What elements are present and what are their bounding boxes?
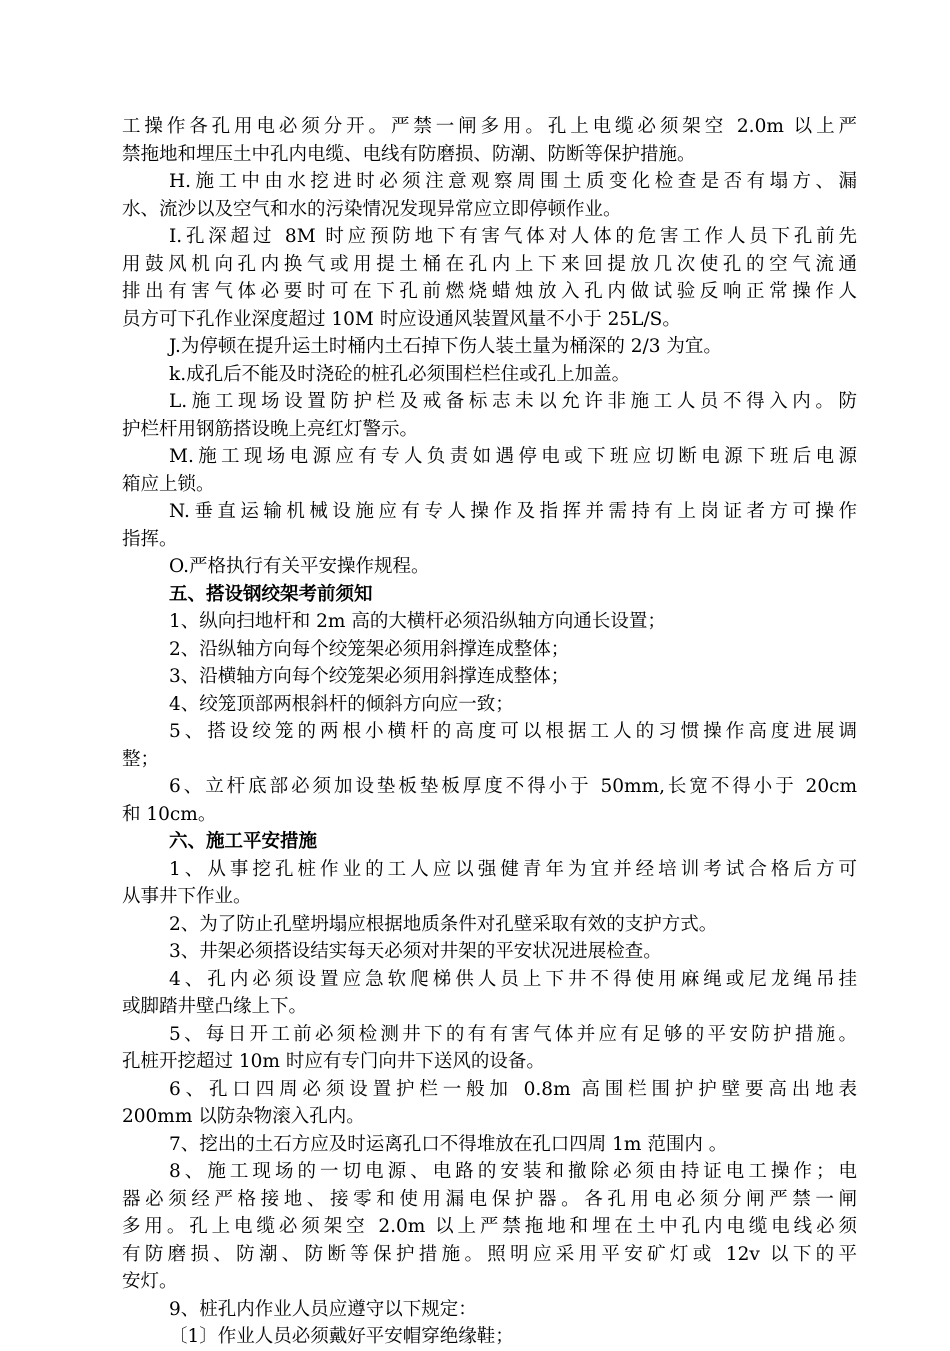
text-line: L.施工现场设置防护栏及戒备标志未以允许非施工人员不得入内。防 (169, 391, 857, 412)
text-line: 5、搭设绞笼的两根小横杆的高度可以根据工人的习惯操作高度进展调 (169, 721, 857, 742)
text-line: 安灯。 (122, 1271, 178, 1292)
text-line: 箱应上锁。 (122, 473, 215, 495)
text-line: 7、挖出的土石方应及时运离孔口不得堆放在孔口四周 1m 范围内 。 (169, 1133, 728, 1155)
section-heading: 六、施工平安措施 (169, 831, 318, 852)
text-line: 多用。孔上电缆必须架空 2.0m 以上严禁拖地和埋在土中孔内电缆电线必须 (122, 1216, 857, 1237)
text-line: 水、流沙以及空气和水的污染情况发现异常应立即停顿作业。 (122, 198, 622, 220)
text-line: 员方可下孔作业深度超过 10M 时应设通风装置风量不小于 25L/S。 (122, 308, 681, 330)
text-line: 护栏杆用钢筋搭设晚上亮红灯警示。 (122, 418, 419, 440)
text-line: 1、纵向扫地杆和 2m 高的大横杆必须沿纵轴方向通长设置； (169, 611, 666, 632)
text-line: 6、立杆底部必须加设垫板垫板厚度不得小于 50mm,长宽不得小于 20cm (169, 776, 857, 797)
text-line: 整； (122, 748, 160, 770)
text-line: 〔1〕作业人员必须戴好平安帽穿绝缘鞋； (169, 1326, 514, 1347)
text-line: 指挥。 (122, 528, 178, 550)
text-line: 3、沿横轴方向每个绞笼架必须用斜撑连成整体； (169, 666, 570, 687)
text-line: 6、孔口四周必须设置护栏一般加 0.8m 高围栏围护护壁要高出地表 (169, 1078, 857, 1100)
section-heading: 五、搭设钢绞架考前须知 (169, 583, 373, 605)
text-line: H.施工中由水挖进时必须注意观察周围土质变化检查是否有塌方、漏 (169, 171, 857, 192)
text-line: 排出有害气体必要时可在下孔前燃烧蜡烛放入孔内做试验反响正常操作人 (122, 281, 857, 302)
text-line: 4、孔内必须设置应急软爬梯供人员上下井不得使用麻绳或尼龙绳吊挂 (169, 968, 857, 990)
text-line: 工操作各孔用电必须分开。严禁一闸多用。孔上电缆必须架空 2.0m 以上严 (122, 116, 857, 137)
text-line: 器必须经严格接地、接零和使用漏电保护器。各孔用电必须分闸严禁一闸 (122, 1188, 857, 1210)
document-body (122, 113, 857, 1351)
text-line: 9、桩孔内作业人员应遵守以下规定： (169, 1298, 477, 1320)
text-line: 200mm 以防杂物滚入孔内。 (122, 1106, 365, 1127)
text-line: N.垂直运输机械设施应有专人操作及指挥并需持有上岗证者方可操作 (169, 501, 857, 522)
text-line: 禁拖地和埋压土中孔内电缆、电线有防磨损、防潮、防断等保护措施。 (122, 143, 696, 165)
text-line: 1、从事挖孔桩作业的工人应以强健青年为宜并经培训考试合格后方可 (169, 858, 857, 880)
text-line: 2、沿纵轴方向每个绞笼架必须用斜撑连成整体； (169, 638, 570, 660)
text-line: 和 10cm。 (122, 803, 217, 825)
text-line: 孔桩开挖超过 10m 时应有专门向井下送风的设备。 (122, 1051, 545, 1072)
text-line: I.孔深超过 8M 时应预防地下有害气体对人体的危害工作人员下孔前先 (169, 226, 857, 247)
text-line: 从事井下作业。 (122, 886, 252, 907)
text-line: 3、井架必须搭设结实每天必须对井架的平安状况进展检查。 (169, 941, 662, 962)
text-line: 有防磨损、防潮、防断等保护措施。照明应采用平安矿灯或 12v 以下的平 (122, 1243, 857, 1265)
text-line: M.施工现场电源应有专人负责如遇停电或下班应切断电源下班后电源 (169, 446, 857, 467)
text-line: 4、绞笼顶部两根斜杆的倾斜方向应一致； (169, 693, 514, 715)
text-line: J.为停顿在提升运土时桶内土石掉下伤人装土量为桶深的 2/3 为宜。 (169, 336, 722, 357)
text-line: 5、每日开工前必须检测井下的有有害气体并应有足够的平安防护措施。 (169, 1023, 857, 1045)
text-line: 用鼓风机向孔内换气或用提土桶在孔内上下来回提放几次使孔的空气流通 (122, 253, 857, 275)
text-line: 或脚踏井壁凸缘上下。 (122, 996, 308, 1017)
text-line: 2、为了防止孔壁坍塌应根据地质条件对孔壁采取有效的支护方式。 (169, 913, 718, 935)
text-line: O.严格执行有关平安操作规程。 (169, 556, 430, 577)
text-line: 8、施工现场的一切电源、电路的安装和撤除必须由持证电工操作；电 (169, 1161, 857, 1182)
text-line: k.成孔后不能及时浇砼的桩孔必须围栏栏住或孔上加盖。 (169, 363, 631, 385)
